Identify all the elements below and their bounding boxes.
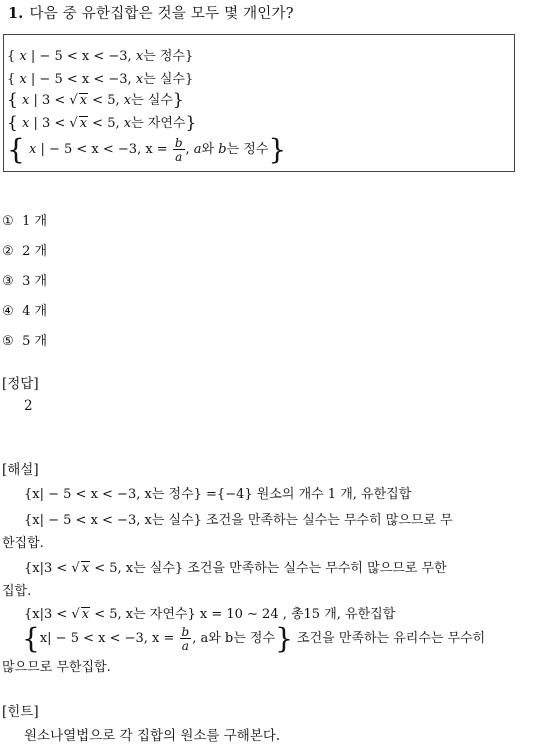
set-1: { x | − 5 < x < −3, x는 정수} xyxy=(7,49,194,64)
question xyxy=(8,2,294,23)
answer-value: 2 xyxy=(24,398,33,414)
hint-text: 원소나열법으로 각 집합의 원소를 구해본다. xyxy=(24,728,281,744)
explanation-line-5: {x| − 5 < x < −3, x = $\frac{b}{a}$ , a와 b는 정수} 조건을 만족하는 유리수는 무수히 xyxy=(22,622,486,655)
choice-3[interactable]: ③ 3 개 xyxy=(2,274,48,289)
explanation-line-2: {x| − 5 < x < −3, x는 실수} 조건을 만족하는 실수는 무수히 많으므로 무 xyxy=(24,513,453,528)
choice-2[interactable]: ② 2 개 xyxy=(2,244,48,259)
hint-label: [힌트] xyxy=(2,704,39,720)
explanation-line-2b: 한집합. xyxy=(2,536,44,551)
explanation-line-1: {x| − 5 < x < −3, x는 정수} ={−4} 원소의 개수 1 개, 유한집합 xyxy=(24,487,412,502)
fraction: $\frac{b}{a}$ xyxy=(181,624,190,653)
set-3: { x | 3 < √ x < 5, x는 실수} xyxy=(7,90,184,110)
explanation-line-4: {x|3 < √ x < 5, x는 자연수} x = 10 ∼ 24 , 총15 개, 유한집합 xyxy=(24,607,396,622)
choice-1[interactable]: ① 1 개 xyxy=(2,214,48,229)
sets-box xyxy=(3,34,515,172)
explanation-line-3: {x|3 < √ x < 5, x는 실수} 조건을 만족하는 실수는 무수히 많으므로 무한 xyxy=(24,561,447,576)
answer-label: [정답] xyxy=(2,376,39,392)
explanation-line-3b: 집합. xyxy=(2,584,32,599)
explanation-line-5b: 많으므로 무한집합. xyxy=(2,660,111,675)
question-text: 다음 중 유한집합은 것을 모두 몇 개인가? xyxy=(29,6,294,22)
choice-4[interactable]: ④ 4 개 xyxy=(2,304,48,319)
set-5: { x | − 5 < x < −3, x = $\frac{b}{a}$ , a와 b는 정수} xyxy=(7,133,287,166)
choice-5[interactable]: ⑤ 5 개 xyxy=(2,334,48,349)
set-2: { x | − 5 < x < −3, x는 실수} xyxy=(7,72,194,87)
question-number: 1. xyxy=(8,5,24,22)
set-4: { x | 3 < √ x < 5, x는 자연수} xyxy=(7,113,197,133)
fraction: $\frac{b}{a}$ xyxy=(174,135,183,164)
explanation-label: [해설] xyxy=(2,462,39,478)
